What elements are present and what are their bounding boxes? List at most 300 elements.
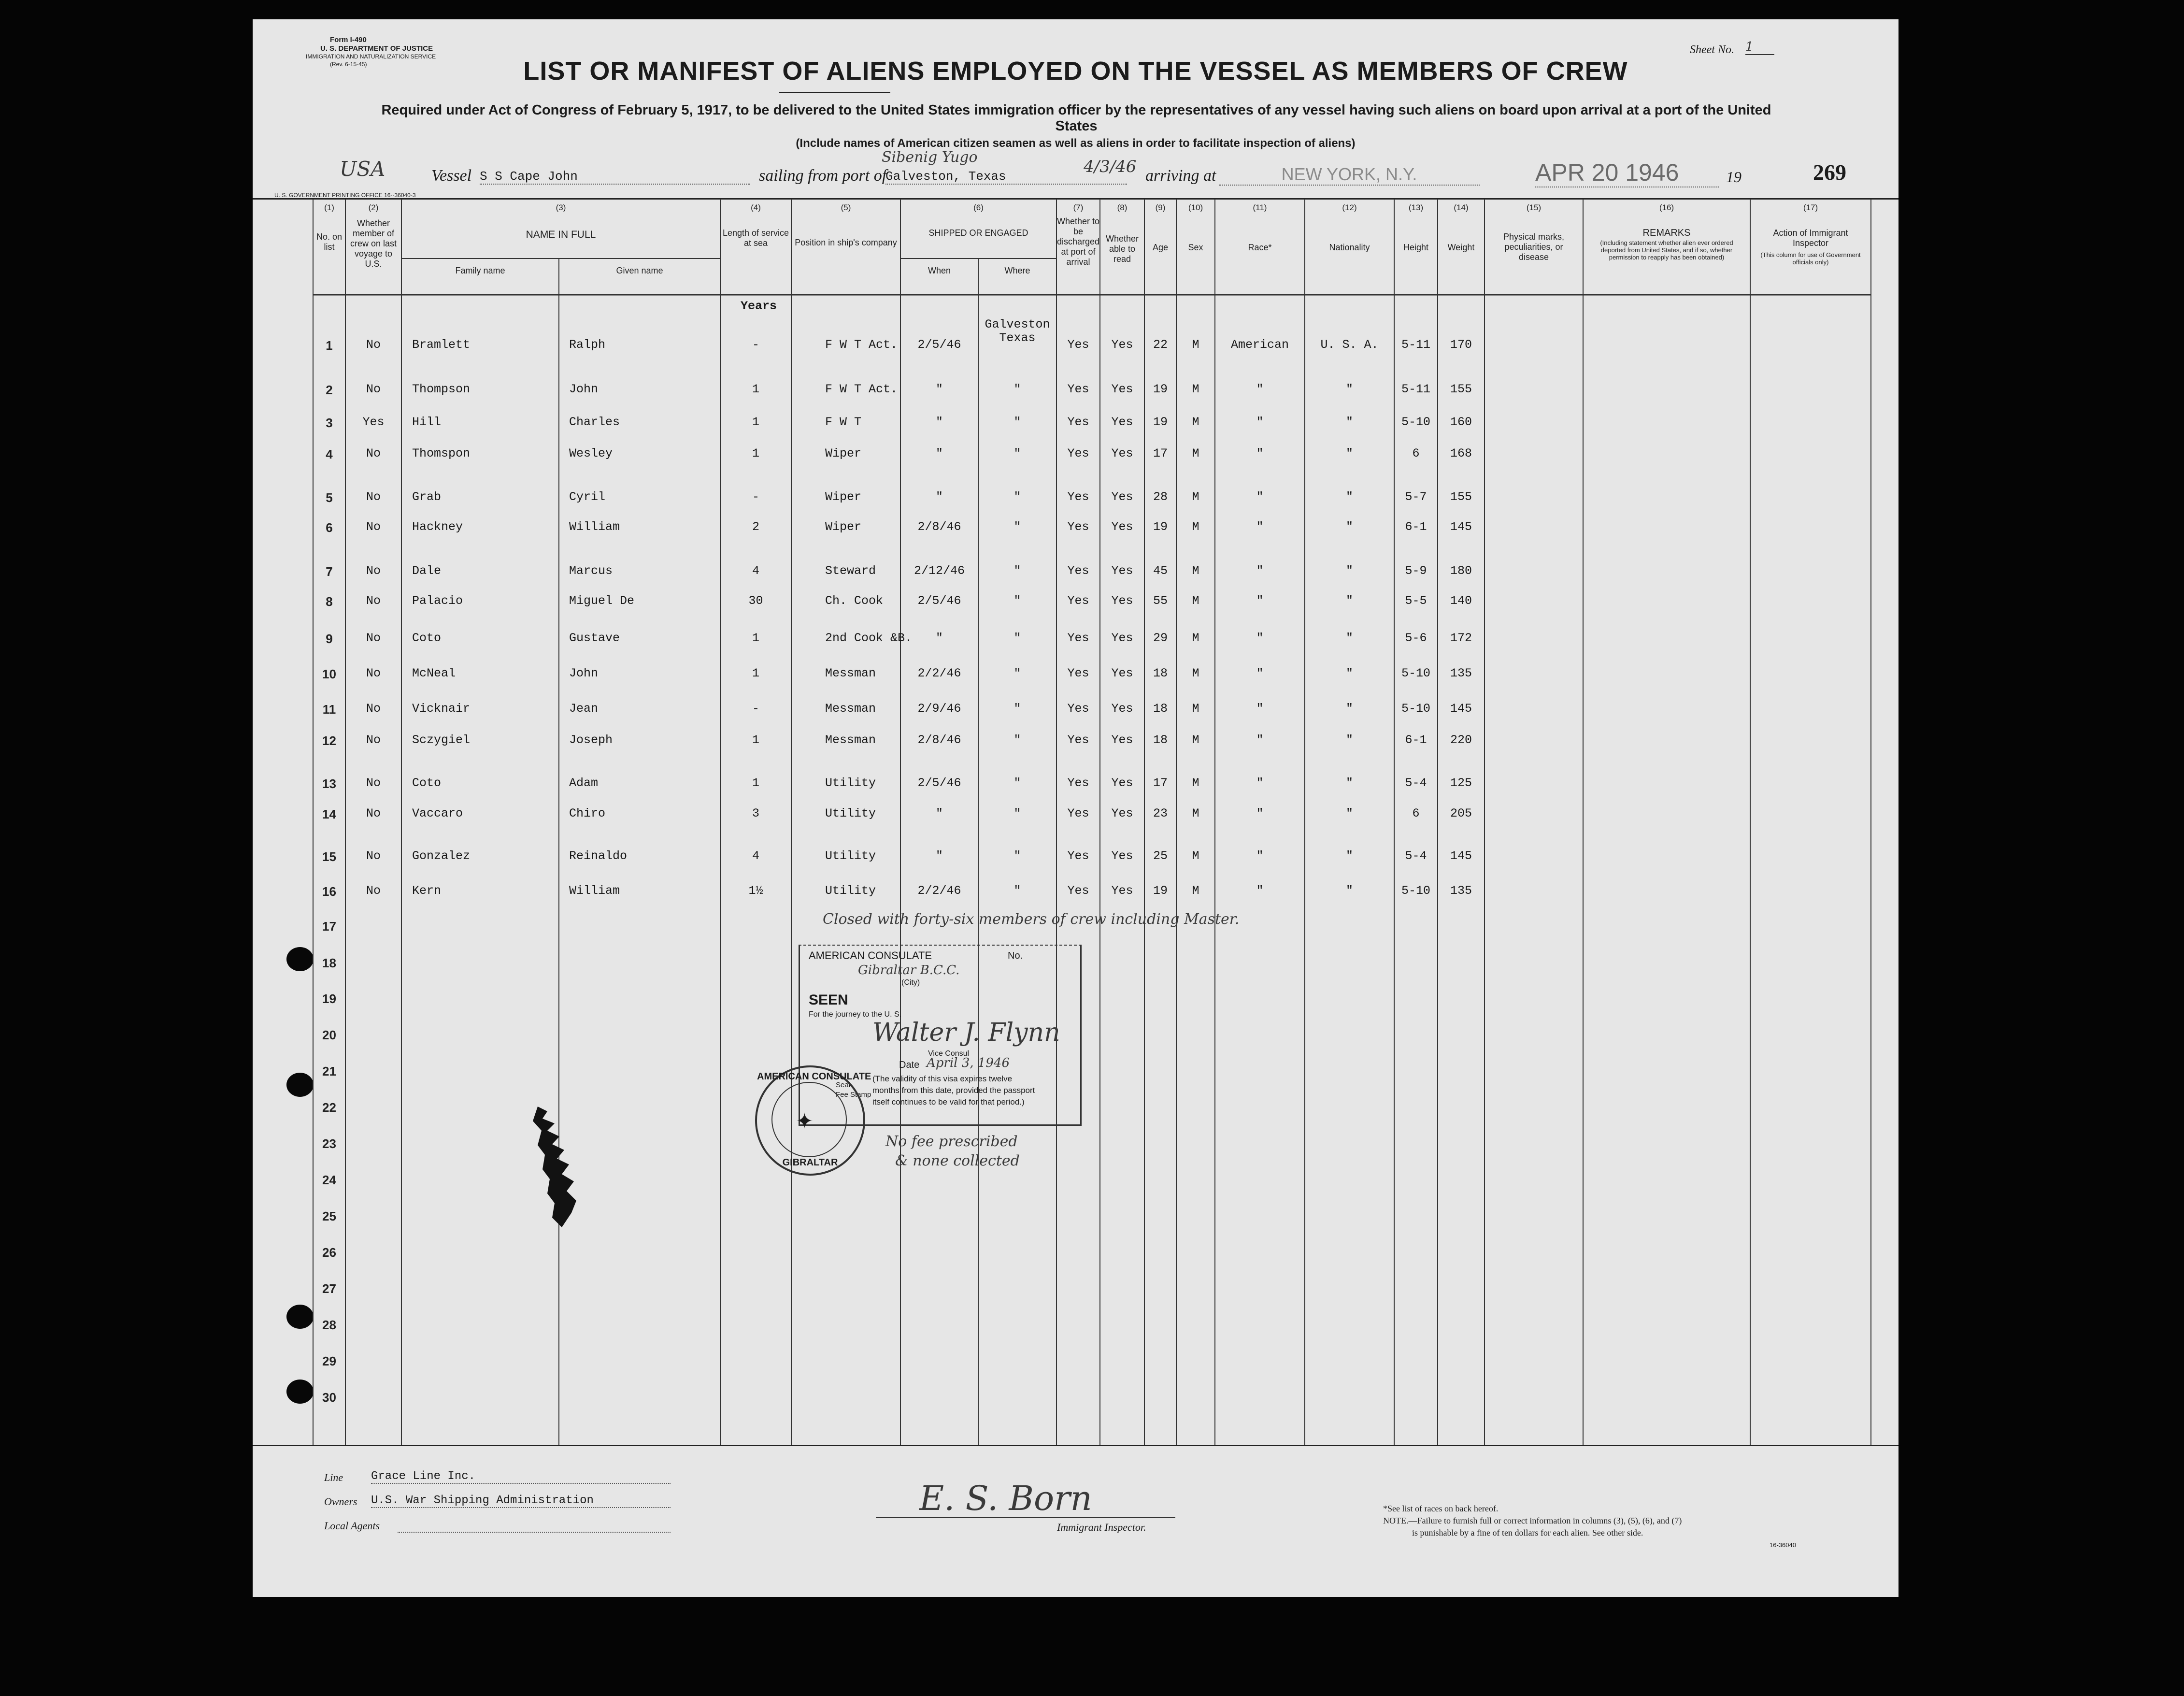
arrival-date-stamp: APR 20 1946	[1535, 158, 1719, 187]
cell-when: "	[935, 446, 943, 460]
cell-when: 2/8/46	[917, 520, 961, 534]
cell-sex: M	[1192, 446, 1199, 460]
cell-service: 1	[752, 776, 759, 790]
form-code: 16-36040	[1770, 1541, 1796, 1549]
empty-row-number: 24	[322, 1173, 336, 1187]
col-header-age: Age	[1152, 243, 1169, 252]
cell-position: F W T	[825, 415, 862, 429]
stamp-validity-3: itself continues to be valid for that period.)	[872, 1097, 1025, 1107]
fee-note-2: & none collected	[895, 1152, 1020, 1169]
cell-no: 1	[326, 338, 333, 353]
arriving-label: arriving at	[1145, 167, 1216, 185]
cell-family: Kern	[412, 884, 442, 898]
cell-no: 9	[326, 632, 333, 646]
inclusion-note: (Include names of American citizen seamen as well as aliens in order to facilitate inspection of aliens)	[796, 137, 1356, 150]
cell-nationality: "	[1345, 382, 1353, 396]
col-number: (2)	[368, 203, 379, 212]
stamp-date-label: Date	[899, 1060, 920, 1070]
col-header-physical: Physical marks, peculiarities, or disease	[1503, 232, 1565, 262]
cell-discharged: Yes	[1067, 666, 1089, 680]
cell-where: "	[1013, 446, 1021, 460]
cell-discharged: Yes	[1067, 338, 1089, 352]
cell-given: Miguel De	[569, 594, 635, 608]
col-number: (14)	[1454, 203, 1469, 212]
form-revision: (Rev. 6-15-45)	[330, 61, 367, 68]
stamp-seal-label: Seal	[836, 1081, 851, 1089]
cell-where: Galveston Texas	[985, 317, 1050, 345]
col-number: (17)	[1803, 203, 1818, 212]
empty-row-number: 23	[322, 1136, 336, 1151]
cell-family: Bramlett	[412, 338, 471, 352]
cell-discharged: Yes	[1067, 520, 1089, 534]
cell-position: Utility	[825, 849, 876, 863]
owners-value: U.S. War Shipping Administration	[371, 1494, 671, 1508]
cell-no: 5	[326, 490, 333, 505]
sheet-label: Sheet No.	[1690, 43, 1734, 56]
empty-row-number: 27	[322, 1281, 336, 1296]
cell-height: 5-10	[1401, 884, 1430, 898]
cell-weight: 135	[1450, 884, 1472, 898]
cell-given: Jean	[569, 702, 599, 716]
cell-height: 5-5	[1405, 594, 1427, 608]
empty-row-number: 18	[322, 956, 336, 970]
cell-given: Joseph	[569, 733, 613, 747]
cell-age: 28	[1153, 490, 1168, 504]
cell-no: 16	[322, 884, 336, 899]
cell-service: -	[752, 490, 759, 504]
col-header-crew: Whether member of crew on last voyage to U.S.	[350, 218, 397, 269]
cell-where: "	[1013, 415, 1021, 429]
empty-row-number: 20	[322, 1028, 336, 1042]
closing-note: Closed with forty-six members of crew including Master.	[823, 911, 1240, 928]
cell-family: Gonzalez	[412, 849, 471, 863]
cell-nationality: "	[1345, 520, 1353, 534]
cell-position: Wiper	[825, 490, 862, 504]
cell-crew: No	[366, 702, 381, 716]
usa-handwritten: USA	[340, 157, 385, 181]
col-header-action: Action of Immigrant Inspector	[1773, 228, 1848, 248]
cell-sex: M	[1192, 849, 1199, 863]
cell-crew: No	[366, 666, 381, 680]
col-number: (1)	[324, 203, 334, 212]
cell-discharged: Yes	[1067, 884, 1089, 898]
cell-age: 17	[1153, 776, 1168, 790]
cell-discharged: Yes	[1067, 446, 1089, 460]
cell-race: "	[1256, 666, 1264, 680]
cell-weight: 145	[1450, 520, 1472, 534]
cell-service: 1½	[748, 884, 763, 898]
empty-row-number: 22	[322, 1100, 336, 1115]
cell-no: 12	[322, 733, 336, 748]
page-subtitle: Required under Act of Congress of February 5, 1917, to be delivered to the United States immigration officer by the representatives of any vessel having such aliens on board upon arrival at a port of the United States	[381, 102, 1771, 134]
cell-no: 13	[322, 776, 336, 791]
cell-weight: 172	[1450, 631, 1472, 645]
col-number: (6)	[973, 203, 984, 212]
cell-discharged: Yes	[1067, 564, 1089, 578]
cell-weight: 125	[1450, 776, 1472, 790]
cell-read: Yes	[1111, 415, 1133, 429]
cell-no: 4	[326, 447, 333, 461]
cell-nationality: "	[1345, 702, 1353, 716]
col-header-nationality: Nationality	[1329, 243, 1370, 252]
col-header-sex: Sex	[1188, 243, 1203, 252]
sailing-port: Galveston, Texas	[885, 169, 1127, 185]
cell-height: 5-11	[1401, 338, 1430, 352]
cell-nationality: "	[1345, 446, 1353, 460]
col-header-family: Family name	[455, 266, 505, 275]
cell-nationality: "	[1345, 884, 1353, 898]
footer-rule	[253, 1445, 1899, 1446]
cell-height: 5-10	[1401, 415, 1430, 429]
cell-position: Wiper	[825, 446, 862, 460]
col-header-when: When	[928, 266, 951, 275]
cell-weight: 145	[1450, 849, 1472, 863]
cell-position: F W T Act.	[825, 382, 898, 396]
cell-weight: 170	[1450, 338, 1472, 352]
cell-when: "	[935, 806, 943, 820]
cell-height: 5-6	[1405, 631, 1427, 645]
stamp-header: AMERICAN CONSULATE	[809, 949, 932, 962]
col-number: (8)	[1117, 203, 1128, 212]
cell-nationality: "	[1345, 849, 1353, 863]
cell-service: -	[752, 702, 759, 716]
cell-where: "	[1013, 884, 1021, 898]
agency-name: U. S. DEPARTMENT OF JUSTICE	[320, 44, 433, 53]
cell-where: "	[1013, 666, 1021, 680]
cell-when: 2/5/46	[917, 776, 961, 790]
cell-family: Hackney	[412, 520, 463, 534]
cell-given: Wesley	[569, 446, 613, 460]
col-number: (13)	[1408, 203, 1424, 212]
cell-age: 45	[1153, 564, 1168, 578]
cell-service: 1	[752, 415, 759, 429]
cell-no: 7	[326, 564, 333, 579]
col-header-no: No. on list	[316, 232, 343, 252]
cell-sex: M	[1192, 520, 1199, 534]
stamp-city: Gibraltar B.C.C.	[858, 963, 960, 977]
col-number: (7)	[1073, 203, 1084, 212]
cell-race: American	[1230, 338, 1289, 352]
cell-height: 5-4	[1405, 776, 1427, 790]
cell-crew: No	[366, 806, 381, 820]
cell-service: 3	[752, 806, 759, 820]
cell-race: "	[1256, 806, 1264, 820]
cell-read: Yes	[1111, 338, 1133, 352]
cell-age: 22	[1153, 338, 1168, 352]
consulate-round-seal	[755, 1065, 871, 1176]
cell-where: "	[1013, 806, 1021, 820]
cell-given: William	[569, 884, 620, 898]
cell-crew: No	[366, 520, 381, 534]
ink-blot	[528, 1102, 586, 1237]
cell-service: 1	[752, 666, 759, 680]
cell-position: Ch. Cook	[825, 594, 884, 608]
cell-discharged: Yes	[1067, 594, 1089, 608]
cell-age: 19	[1153, 415, 1168, 429]
cell-race: "	[1256, 415, 1264, 429]
col-number: (4)	[751, 203, 761, 212]
cell-sex: M	[1192, 382, 1199, 396]
stamp-date: April 3, 1946	[927, 1056, 1010, 1070]
cell-given: Ralph	[569, 338, 606, 352]
cell-read: Yes	[1111, 520, 1133, 534]
cell-sex: M	[1192, 490, 1199, 504]
cell-weight: 145	[1450, 702, 1472, 716]
cell-read: Yes	[1111, 631, 1133, 645]
cell-discharged: Yes	[1067, 382, 1089, 396]
empty-row-number: 21	[322, 1064, 336, 1078]
cell-service: 30	[748, 594, 763, 608]
seal-bottom-text: GIBRALTAR	[782, 1157, 838, 1168]
cell-read: Yes	[1111, 776, 1133, 790]
cell-where: "	[1013, 631, 1021, 645]
cell-weight: 180	[1450, 564, 1472, 578]
cell-no: 3	[326, 416, 333, 430]
cell-sex: M	[1192, 666, 1199, 680]
cell-race: "	[1256, 849, 1264, 863]
agents-value-line	[398, 1532, 671, 1533]
sheet-number: 1	[1745, 40, 1774, 55]
cell-race: "	[1256, 702, 1264, 716]
cell-sex: M	[1192, 631, 1199, 645]
cell-service: 4	[752, 564, 759, 578]
col-header-remarks-note: (Including statement whether alien ever ordered deported from United States, and if so, whether permission to reapply has been obtained)	[1600, 239, 1733, 261]
cell-position: Messman	[825, 666, 876, 680]
cell-discharged: Yes	[1067, 490, 1089, 504]
cell-given: Charles	[569, 415, 620, 429]
cell-discharged: Yes	[1067, 806, 1089, 820]
cell-race: "	[1256, 520, 1264, 534]
page-number: 269	[1813, 160, 1846, 185]
empty-row-number: 25	[322, 1209, 336, 1223]
col-header-position: Position in ship's company	[795, 238, 897, 247]
cell-age: 19	[1153, 520, 1168, 534]
cell-sex: M	[1192, 733, 1199, 747]
cell-family: Coto	[412, 631, 442, 645]
empty-row-number: 30	[322, 1390, 336, 1405]
cell-weight: 160	[1450, 415, 1472, 429]
col-header-shipped: SHIPPED OR ENGAGED	[928, 228, 1028, 238]
cell-family: Thompson	[412, 382, 471, 396]
cell-age: 25	[1153, 849, 1168, 863]
cell-read: Yes	[1111, 594, 1133, 608]
cell-weight: 135	[1450, 666, 1472, 680]
form-number: Form I-490	[330, 36, 367, 44]
cell-race: "	[1256, 382, 1264, 396]
cell-race: "	[1256, 490, 1264, 504]
cell-when: "	[935, 382, 943, 396]
cell-where: "	[1013, 776, 1021, 790]
col-header-action-note: (This column for use of Government officials only)	[1760, 251, 1861, 266]
cell-weight: 168	[1450, 446, 1472, 460]
cell-family: Vaccaro	[412, 806, 463, 820]
sailing-label: sailing from port of	[759, 167, 887, 185]
cell-position: Messman	[825, 733, 876, 747]
cell-given: Cyril	[569, 490, 606, 504]
cell-height: 6	[1412, 806, 1420, 820]
cell-read: Yes	[1111, 446, 1133, 460]
cell-discharged: Yes	[1067, 702, 1089, 716]
cell-where: "	[1013, 733, 1021, 747]
cell-race: "	[1256, 776, 1264, 790]
empty-row-number: 29	[322, 1354, 336, 1368]
col-header-read: Whether able to read	[1105, 234, 1139, 264]
cell-weight: 155	[1450, 490, 1472, 504]
empty-row-number: 17	[322, 919, 336, 934]
cell-age: 17	[1153, 446, 1168, 460]
cell-no: 2	[326, 383, 333, 397]
cell-position: Utility	[825, 884, 876, 898]
cell-read: Yes	[1111, 849, 1133, 863]
cell-when: 2/5/46	[917, 338, 961, 352]
cell-nationality: "	[1345, 806, 1353, 820]
fee-note-1: No fee prescribed	[885, 1133, 1018, 1150]
cell-when: 2/2/46	[917, 884, 961, 898]
page-title: LIST OR MANIFEST OF ALIENS EMPLOYED ON THE VESSEL AS MEMBERS OF CREW	[523, 57, 1628, 86]
stamp-fee-label: Fee Stamp	[836, 1091, 871, 1099]
cell-crew: No	[366, 594, 381, 608]
cell-sex: M	[1192, 702, 1199, 716]
cell-nationality: "	[1345, 415, 1353, 429]
col-number: (11)	[1253, 203, 1267, 212]
cell-nationality: "	[1345, 631, 1353, 645]
cell-crew: No	[366, 564, 381, 578]
cell-family: McNeal	[412, 666, 456, 680]
cell-read: Yes	[1111, 382, 1133, 396]
col-number: (15)	[1526, 203, 1542, 212]
manifest-sheet	[253, 19, 1899, 1597]
cell-age: 23	[1153, 806, 1168, 820]
cell-weight: 155	[1450, 382, 1472, 396]
cell-crew: No	[366, 382, 381, 396]
cell-sex: M	[1192, 415, 1199, 429]
cell-height: 5-11	[1401, 382, 1430, 396]
col-number: (9)	[1155, 203, 1166, 212]
cell-sex: M	[1192, 884, 1199, 898]
cell-family: Dale	[412, 564, 442, 578]
printing-office: U. S. GOVERNMENT PRINTING OFFICE 16--36040-3	[274, 192, 416, 199]
cell-sex: M	[1192, 564, 1199, 578]
vessel-name: S S Cape John	[480, 169, 750, 185]
stamp-validity-1: (The validity of this visa expires twelve	[872, 1074, 1013, 1083]
cell-no: 6	[326, 520, 333, 535]
cell-height: 5-10	[1401, 666, 1430, 680]
cell-nationality: "	[1345, 776, 1353, 790]
cell-where: "	[1013, 520, 1021, 534]
cell-position: 2nd Cook &B.	[825, 631, 913, 645]
cell-family: Grab	[412, 490, 442, 504]
cell-nationality: "	[1345, 564, 1353, 578]
fine-note-1: NOTE.—Failure to furnish full or correct information in columns (3), (5), (6), and (7)	[1383, 1516, 1682, 1525]
cell-read: Yes	[1111, 490, 1133, 504]
cell-height: 5-4	[1405, 849, 1427, 863]
cell-race: "	[1256, 733, 1264, 747]
cell-nationality: U. S. A.	[1320, 338, 1379, 352]
cell-age: 19	[1153, 884, 1168, 898]
empty-row-number: 26	[322, 1245, 336, 1260]
consul-signature: Walter J. Flynn	[872, 1018, 1060, 1047]
cell-discharged: Yes	[1067, 849, 1089, 863]
cell-service: 1	[752, 733, 759, 747]
cell-no: 10	[322, 667, 336, 681]
race-note: *See list of races on back hereof.	[1383, 1504, 1499, 1513]
cell-age: 19	[1153, 382, 1168, 396]
cell-given: Chiro	[569, 806, 606, 820]
cell-when: "	[935, 490, 943, 504]
port-overwrite: Sibenig Yugo	[882, 149, 978, 166]
cell-family: Palacio	[412, 594, 463, 608]
cell-race: "	[1256, 594, 1264, 608]
cell-crew: No	[366, 338, 381, 352]
stamp-vice-consul: Vice Consul	[928, 1049, 970, 1058]
empty-row-number: 19	[322, 992, 336, 1006]
cell-sex: M	[1192, 776, 1199, 790]
cell-age: 55	[1153, 594, 1168, 608]
cell-position: Messman	[825, 702, 876, 716]
cell-height: 6	[1412, 446, 1420, 460]
cell-position: Wiper	[825, 520, 862, 534]
col-number: (3)	[556, 203, 566, 212]
cell-where: "	[1013, 382, 1021, 396]
col-number: (10)	[1188, 203, 1203, 212]
cell-height: 6-1	[1405, 520, 1427, 534]
cell-family: Hill	[412, 415, 442, 429]
cell-no: 8	[326, 594, 333, 609]
col-header-height: Height	[1403, 243, 1429, 252]
cell-given: William	[569, 520, 620, 534]
years-label: Years	[741, 299, 777, 313]
cell-nationality: "	[1345, 490, 1353, 504]
eagle-icon: ✦	[796, 1109, 814, 1133]
stamp-seen: SEEN	[809, 992, 848, 1008]
cell-service: 1	[752, 446, 759, 460]
cell-family: Vicknair	[412, 702, 471, 716]
cell-nationality: "	[1345, 594, 1353, 608]
cell-position: F W T Act.	[825, 338, 898, 352]
empty-row-number: 28	[322, 1318, 336, 1332]
cell-crew: No	[366, 490, 381, 504]
cell-when: 2/2/46	[917, 666, 961, 680]
cell-discharged: Yes	[1067, 776, 1089, 790]
cell-crew: No	[366, 733, 381, 747]
cell-read: Yes	[1111, 733, 1133, 747]
col-header-weight: Weight	[1447, 243, 1475, 252]
col-number: (12)	[1342, 203, 1357, 212]
agency-service: IMMIGRATION AND NATURALIZATION SERVICE	[306, 53, 436, 60]
cell-given: Gustave	[569, 631, 620, 645]
cell-family: Coto	[412, 776, 442, 790]
cell-sex: M	[1192, 338, 1199, 352]
cell-crew: No	[366, 884, 381, 898]
cell-discharged: Yes	[1067, 733, 1089, 747]
cell-where: "	[1013, 849, 1021, 863]
cell-discharged: Yes	[1067, 631, 1089, 645]
cell-given: John	[569, 666, 599, 680]
cell-height: 5-9	[1405, 564, 1427, 578]
cell-given: John	[569, 382, 599, 396]
cell-age: 29	[1153, 631, 1168, 645]
col-header-remarks: REMARKS	[1642, 228, 1691, 238]
cell-when: 2/12/46	[914, 564, 965, 578]
cell-when: 2/5/46	[917, 594, 961, 608]
stamp-validity-2: months from this date, provided the passport	[872, 1086, 1035, 1095]
cell-sex: M	[1192, 594, 1199, 608]
col-header-discharged: Whether to be discharged at port of arrival	[1056, 216, 1100, 267]
cell-no: 11	[322, 702, 336, 717]
agents-label: Local Agents	[324, 1520, 380, 1532]
cell-when: 2/9/46	[917, 702, 961, 716]
col-header-where: Where	[1004, 266, 1030, 275]
